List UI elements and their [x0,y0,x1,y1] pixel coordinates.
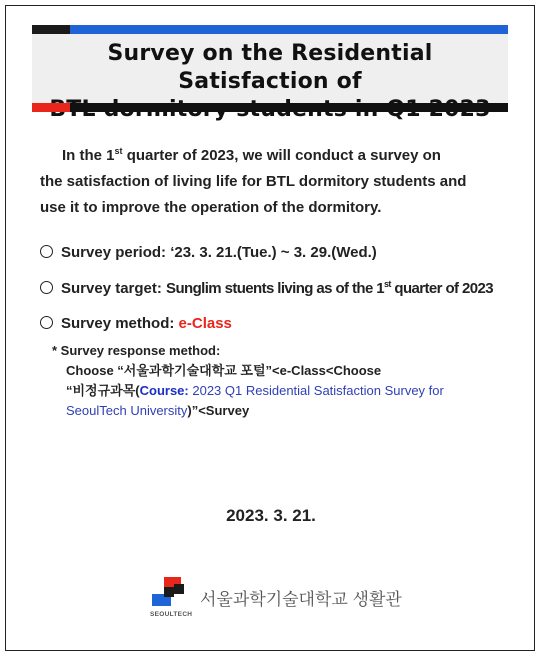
title-box [32,34,508,103]
survey-period-text: Survey period: ‘23. 3. 21.(Tue.) ~ 3. 29.(Wed.) [61,244,377,261]
survey-target-label: Survey target: [61,280,167,297]
intro-line-1 [40,143,500,169]
survey-period-item [40,243,377,263]
survey-target-sup: st [384,279,391,289]
intro-paragraph [40,143,500,221]
survey-method-label: Survey method: [61,315,179,332]
header-bottom-bar [32,103,508,112]
survey-target-item [40,279,493,299]
survey-method-value: e-Class [178,315,232,332]
header-top-bar [32,25,508,34]
seoultech-logo-icon [150,575,192,613]
logo-caption: SEOULTECH [150,611,193,618]
response-method-heading: * Survey response method: [52,343,221,358]
intro-line-1-pre: In the 1 [62,147,115,164]
survey-target-pre: Sunglim stuents living as of the 1 [166,280,385,297]
circle-bullet-icon [40,281,53,294]
notice-date: 2023. 3. 21. [226,506,316,525]
header-top-bar-dark-segment [32,25,70,34]
survey-method-item [40,314,232,334]
response-method-line-3 [52,381,502,401]
survey-target-post: quarter of 2023 [390,280,493,297]
course-name-part-2: SeoulTech University [66,403,188,418]
response-method-line-4-b: )”<Survey [187,403,250,418]
circle-bullet-icon [40,245,53,258]
title-line-1: Survey on the Residential Satisfaction of [107,41,433,94]
header-top-bar-blue-segment [70,25,508,34]
survey-target-value [166,280,493,297]
intro-line-2: the satisfaction of living life for BTL dormitory students and [40,173,467,190]
response-method-line-3-a: “비정규과목( [66,383,140,398]
response-method-line-2: Choose “서울과학기술대학교 포털”<e-Class<Choose [66,363,382,378]
header-bottom-bar-red-segment [32,103,70,112]
course-name-part-1: 2023 Q1 Residential Satisfaction Survey for [188,383,444,398]
response-method-line-4 [52,401,502,421]
response-method-note [52,341,502,421]
footer-logo [150,575,410,620]
course-label: Course: [139,383,189,398]
organization-name: 서울과학기술대학교 생활관 [200,590,402,609]
intro-line-3: use it to improve the operation of the dormitory. [40,199,382,216]
header-bottom-bar-black-segment [70,103,508,112]
intro-line-1-sup: st [114,146,123,156]
intro-line-1-post: quarter of 2023, we will conduct a survey on [122,147,441,164]
circle-bullet-icon [40,316,53,329]
